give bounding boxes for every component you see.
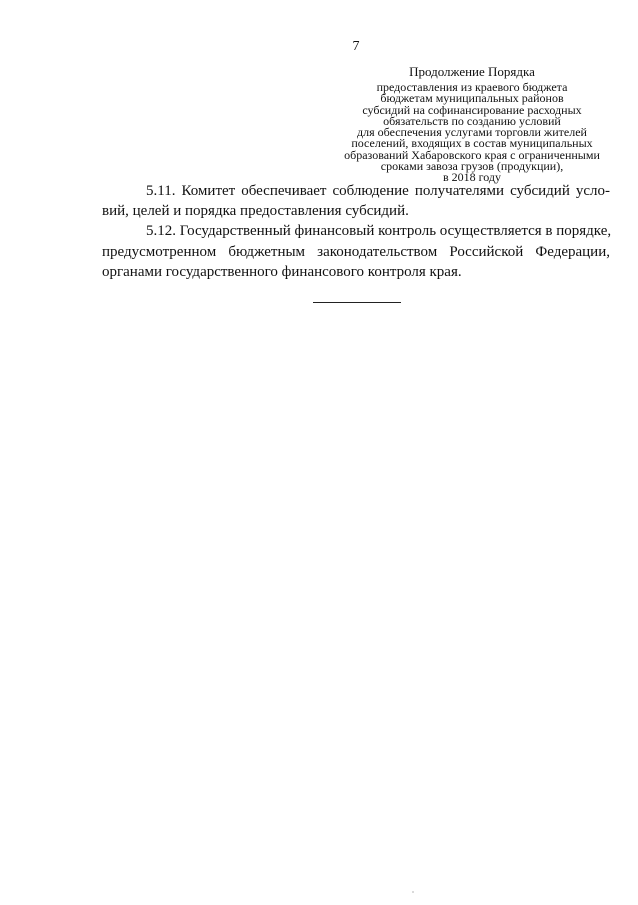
paragraph-line: 5.11. Комитет обеспечивает соблюдение получателями субсидий усло-	[146, 183, 610, 199]
header-line: поселений, входящих в состав муниципальных	[351, 136, 593, 151]
header-line: образований Хабаровского края с ограниченными	[344, 147, 600, 162]
document-header-note	[330, 64, 614, 184]
paragraph-line: предусмотренном бюджетным законодательством Российской Федерации,	[102, 243, 610, 260]
paragraph-5-12	[102, 221, 610, 282]
header-line: обязательств по созданию условий	[383, 113, 561, 128]
header-line: предоставления из краевого бюджета	[376, 80, 568, 94]
header-title: Продолжение Порядка	[409, 64, 535, 79]
scan-speck	[412, 891, 414, 893]
paragraph-5-11	[102, 181, 610, 221]
header-line: бюджетам муниципальных районов	[380, 91, 564, 106]
paragraph-line: 5.12. Государственный финансовый контроль осуществляется в порядке,	[146, 223, 612, 240]
header-line: субсидий на софинансирование расходных	[362, 102, 582, 117]
document-body	[102, 181, 610, 282]
page-number: 7	[352, 39, 360, 54]
header-line: в 2018 году	[442, 170, 502, 185]
header-line: сроками завоза грузов (продукции),	[380, 159, 564, 174]
header-line: для обеспечения услугами торговли жителей	[357, 125, 587, 140]
paragraph-line: органами государственного финансового контроля края.	[102, 263, 462, 280]
closing-divider	[313, 302, 401, 303]
paragraph-line: вий, целей и порядка предоставления субсидий.	[102, 203, 409, 220]
